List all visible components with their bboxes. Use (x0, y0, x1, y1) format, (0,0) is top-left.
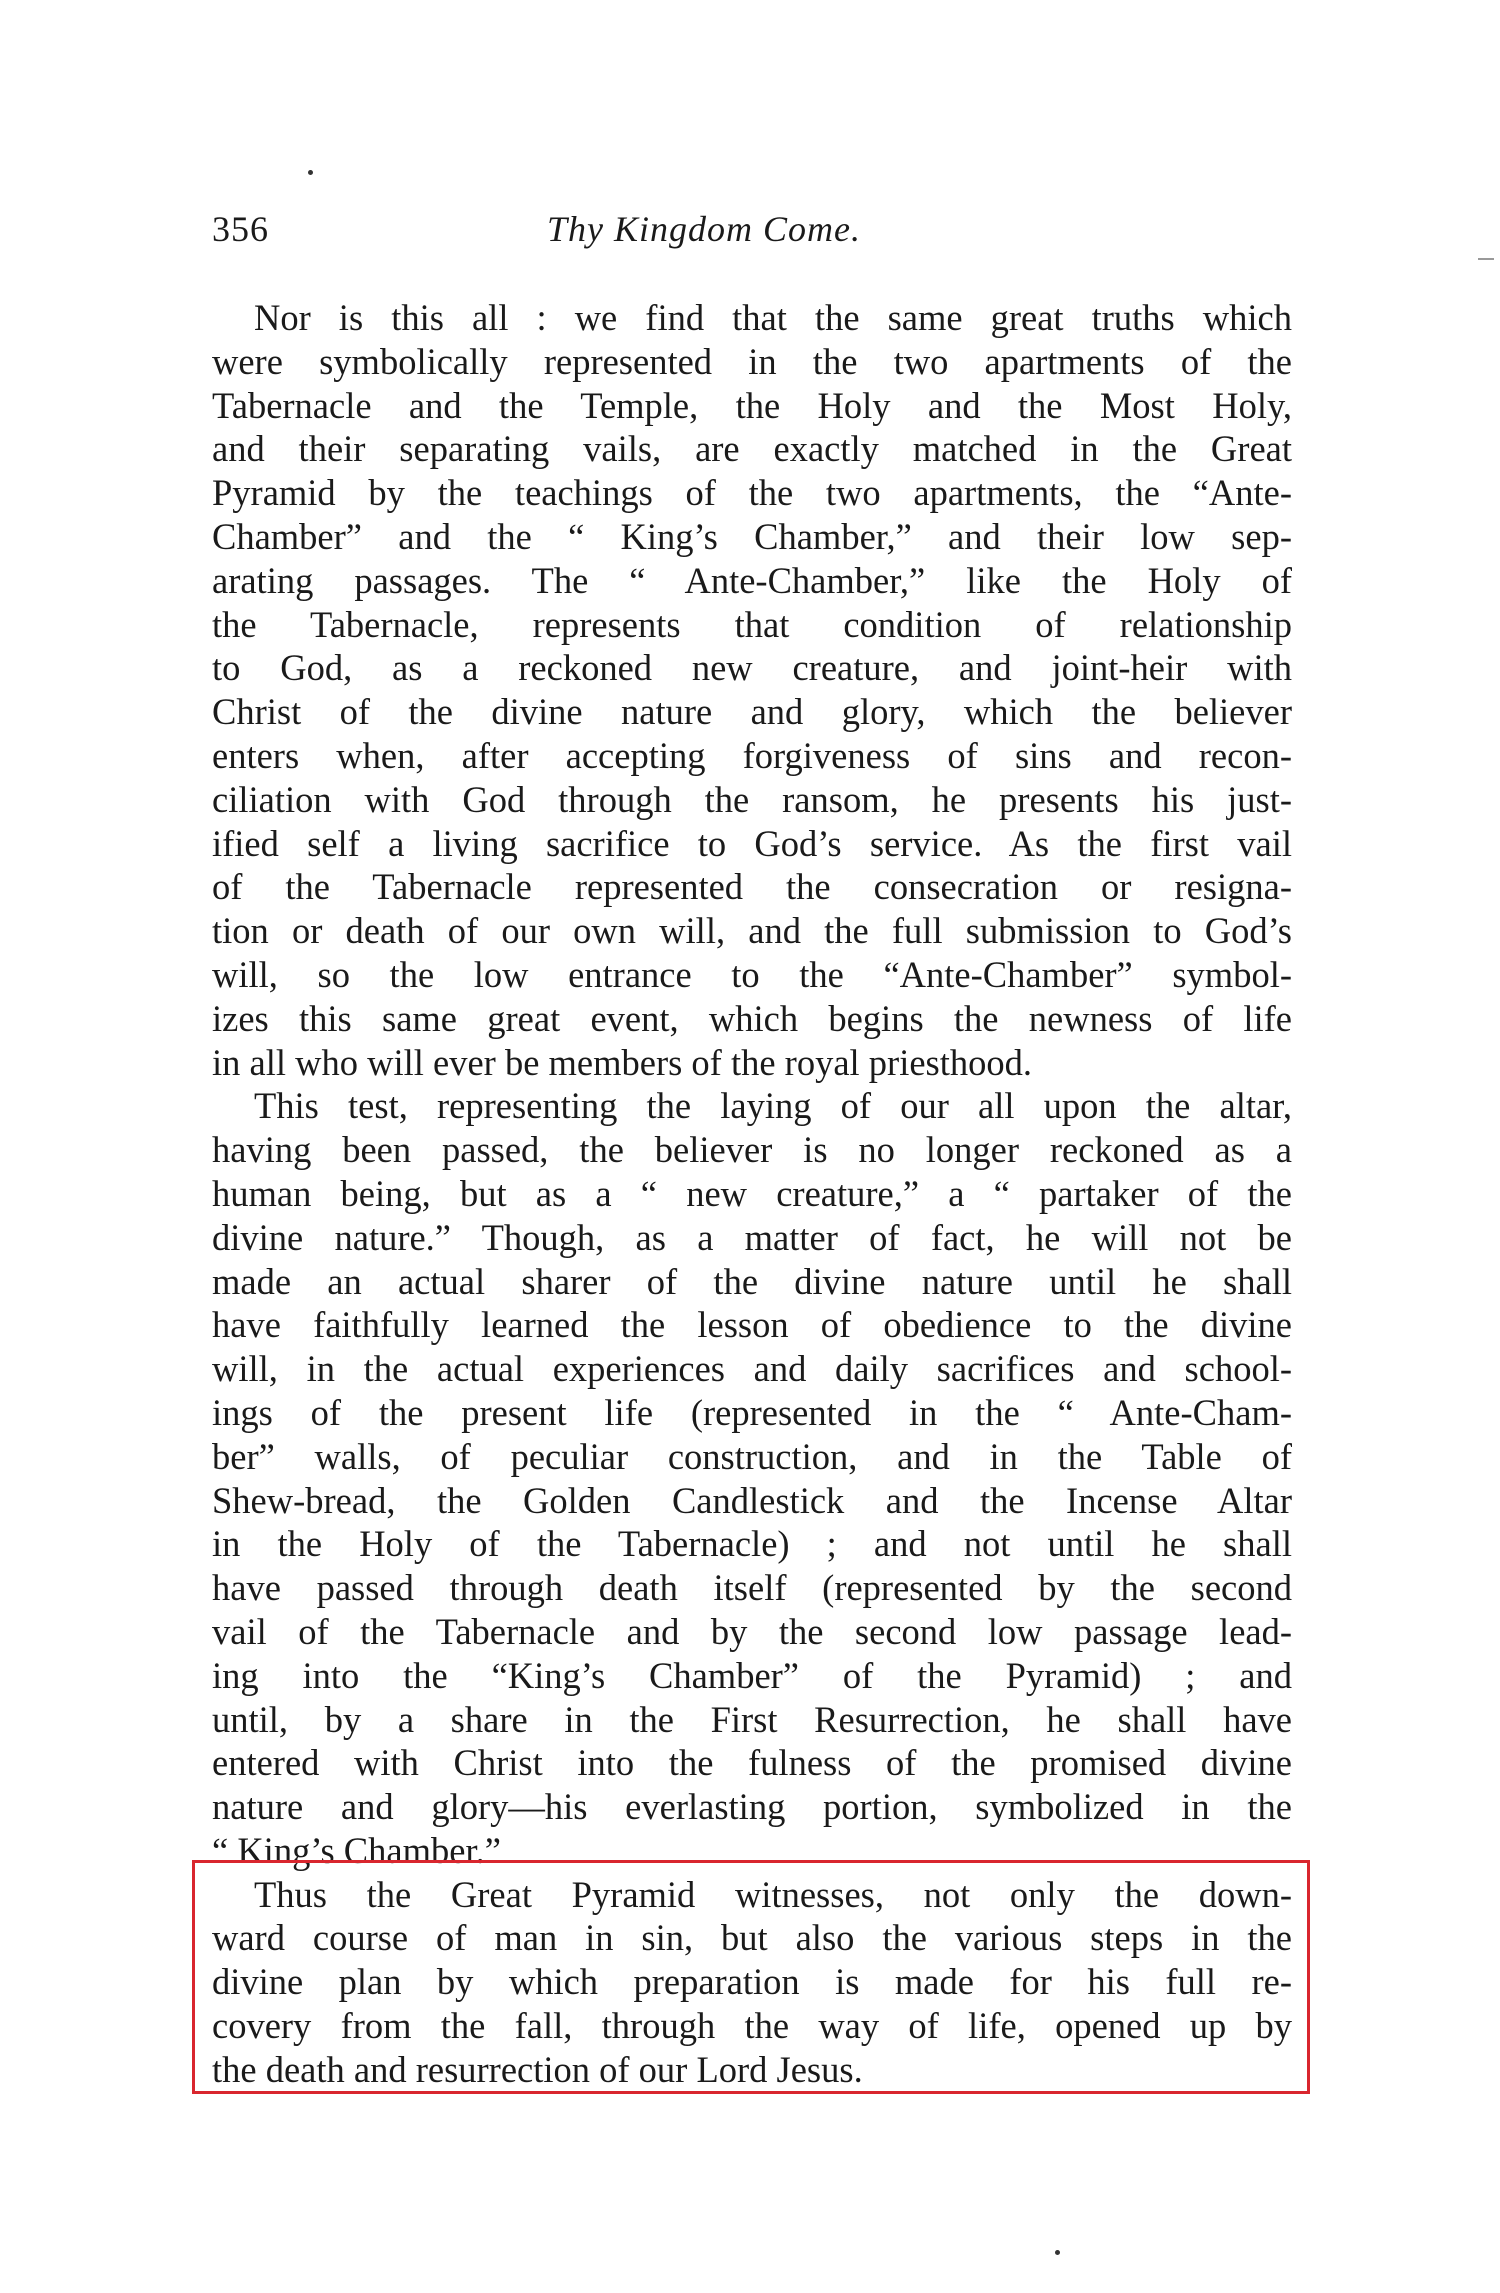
body-text (212, 296, 1292, 2092)
text-line: Nor is this all : we find that the same great truths which (254, 297, 1292, 338)
paragraph-2 (212, 1084, 1292, 1872)
text-line: in the Holy of the Tabernacle) ; and not until he shall (212, 1523, 1292, 1565)
text-line: will, so the low entrance to the “Ante-Chamber” symbol- (212, 953, 1292, 995)
text-line: Chamber” and the “ King’s Chamber,” and their low sep- (212, 515, 1292, 557)
text-line: the Tabernacle, represents that condition of relationship (212, 603, 1292, 645)
text-line: ber” walls, of peculiar construction, and in the Table of (212, 1435, 1292, 1477)
text-line: tion or death of our own will, and the full submission to God’s (212, 910, 1292, 952)
text-line: ified self a living sacrifice to God’s service. As the first vail (212, 822, 1292, 864)
text-line: made an actual sharer of the divine nature until he shall (212, 1260, 1292, 1302)
text-line: Shew-bread, the Golden Candlestick and the Incense Altar (212, 1479, 1292, 1521)
text-line: ward course of man in sin, but also the various steps in the (212, 1917, 1292, 1959)
text-line: izes this same great event, which begins the newness of life (212, 997, 1292, 1039)
text-line: have passed through death itself (represented by the second (212, 1567, 1292, 1609)
text-line: in all who will ever be members of the royal priesthood. (212, 1041, 1033, 1083)
running-title: Thy Kingdom Come. (547, 209, 861, 249)
text-line: of the Tabernacle represented the consecration or resigna- (212, 866, 1292, 908)
text-line: ings of the present life (represented in the “ Ante-Cham- (212, 1391, 1292, 1433)
text-line: the death and resurrection of our Lord Jesus. (212, 2048, 863, 2090)
text-line: Pyramid by the teachings of the two apartments, the “Ante- (212, 472, 1292, 514)
text-line: arating passages. The “ Ante-Chamber,” like the Holy of (212, 559, 1292, 601)
text-line: nature and glory—his everlasting portion, symbolized in the (212, 1786, 1292, 1828)
text-line: ing into the “King’s Chamber” of the Pyramid) ; and (212, 1654, 1292, 1696)
text-line: were symbolically represented in the two apartments of the (212, 340, 1292, 382)
paragraph-1 (212, 296, 1292, 1084)
text-line: This test, representing the laying of our all upon the altar, (254, 1085, 1292, 1127)
page-number: 356 (212, 209, 269, 249)
text-line: have faithfully learned the lesson of obedience to the divine (212, 1304, 1292, 1346)
text-line: until, by a share in the First Resurrection, he shall have (212, 1698, 1292, 1740)
speck-mark (308, 170, 313, 175)
text-line: Thus the Great Pyramid witnesses, not only the down- (254, 1873, 1292, 1915)
text-line: vail of the Tabernacle and by the second low passage lead- (212, 1610, 1292, 1652)
speck-mark (1055, 2250, 1060, 2255)
text-line: entered with Christ into the fulness of the promised divine (212, 1742, 1292, 1784)
page-header (212, 208, 1292, 258)
text-line: divine nature.” Though, as a matter of fact, he will not be (212, 1216, 1292, 1258)
edge-mark (1478, 258, 1494, 260)
text-line: ciliation with God through the ransom, he presents his just- (212, 778, 1292, 820)
text-line: having been passed, the believer is no longer reckoned as a (212, 1129, 1292, 1171)
text-line: “ King’s Chamber.” (212, 1829, 501, 1871)
highlight-box (192, 1860, 1310, 2094)
text-line: divine plan by which preparation is made for his full re- (212, 1961, 1292, 2003)
text-line: Tabernacle and the Temple, the Holy and the Most Holy, (212, 384, 1292, 426)
text-line: and their separating vails, are exactly matched in the Great (212, 428, 1292, 470)
text-line: will, in the actual experiences and daily sacrifices and school- (212, 1348, 1292, 1390)
text-line: enters when, after accepting forgiveness of sins and recon- (212, 734, 1292, 776)
text-line: covery from the fall, through the way of life, opened up by (212, 2005, 1292, 2047)
text-line: human being, but as a “ new creature,” a “ partaker of the (212, 1172, 1292, 1214)
text-line: to God, as a reckoned new creature, and joint-heir with (212, 647, 1292, 689)
text-line: Christ of the divine nature and glory, which the believer (212, 691, 1292, 733)
